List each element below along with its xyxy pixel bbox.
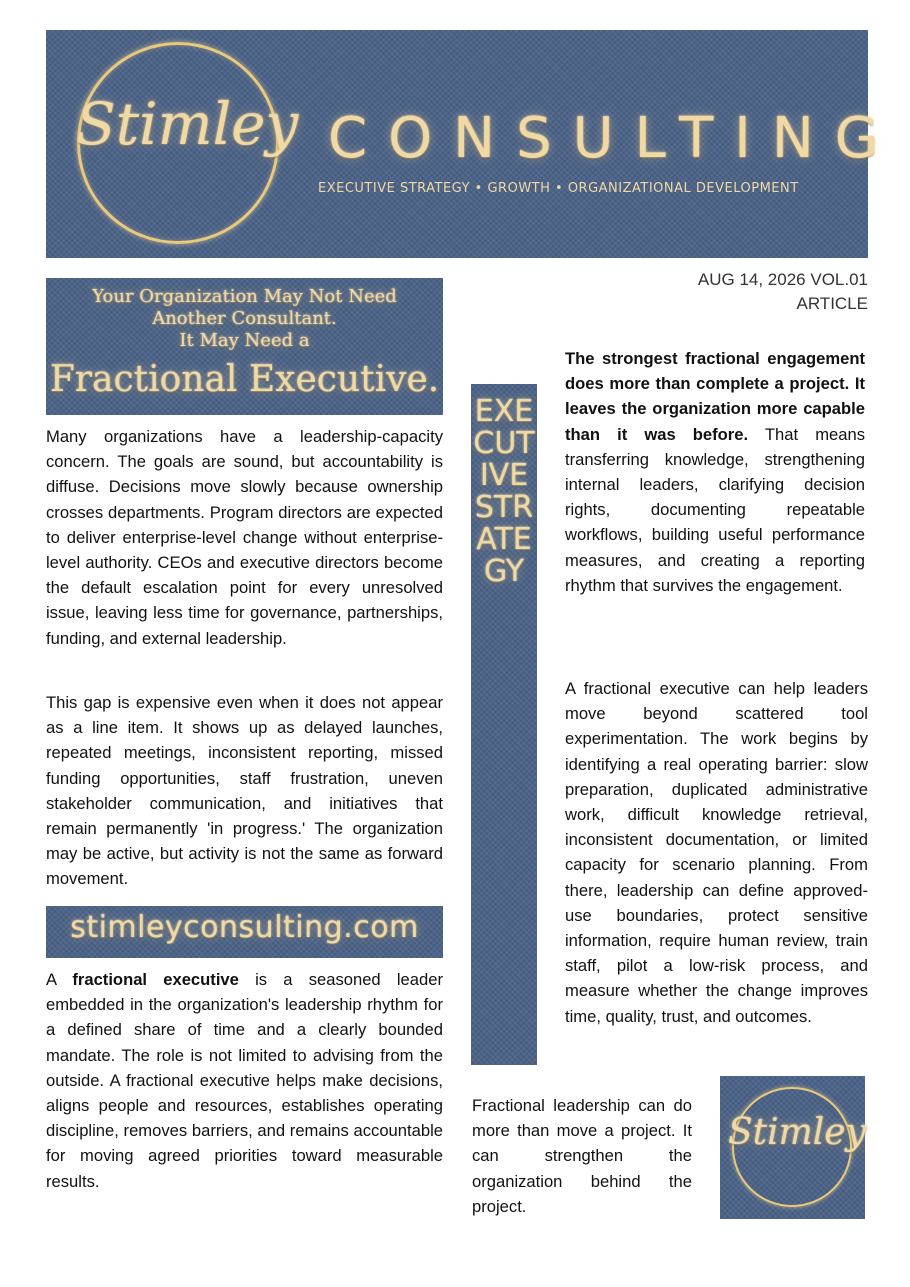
dateline: [698, 268, 868, 316]
left-paragraph-2: [46, 690, 443, 892]
paragraph: A fractional executive can help leaders move beyond scattered tool experimentation. The work begins by identifying a real operating barrier: slow preparation, duplicated administrative work, difficult knowledge retrieval, inconsistent documentation, or limited capacity for scenario planning. From there, leadership can define approved-use boundaries, protect sensitive information, require human review, train staff, pilot a low-risk process, and measure whether the change improves time, quality, trust, and outcomes.: [565, 679, 868, 1026]
paragraph: [46, 967, 443, 1194]
issue-date: AUG 14, 2026 VOL.01: [697, 270, 868, 289]
promo-line-3: It May Need a: [179, 330, 310, 351]
lead-statement: The strongest fractional engagement does more than complete a project. It leaves the organization more capable than it was before.: [565, 349, 865, 444]
promo-line-2: Another Consultant.: [152, 308, 337, 329]
closing-paragraph: [472, 1093, 692, 1219]
left-paragraph-3: [46, 967, 443, 1194]
text-run: is a seasoned leader embedded in the organization's leadership rhythm for a defined share of time and a clearly bounded mandate. The role is not limited to advising from the outside. A fractional executive helps make decisions, aligns people and resources, establishes operating discipline, removes barriers, and remains accountable for moving agreed priorities toward measurable results.: [46, 970, 443, 1191]
footer-logo: [720, 1076, 865, 1219]
vertical-label: EXECUTIVE STRATEGY: [473, 394, 535, 589]
brand-tagline: EXECUTIVE STRATEGY • GROWTH • ORGANIZATIONAL DEVELOPMENT: [318, 181, 799, 196]
text-run: A: [46, 970, 57, 989]
header-banner: [46, 30, 900, 258]
promo-headline: Fractional Executive.: [49, 359, 440, 400]
logo-script: Stimley: [728, 1112, 866, 1153]
paragraph: Fractional leadership can do more than move a project. It can strengthen the organization behind the project.: [472, 1096, 692, 1216]
article-type: ARTICLE: [796, 294, 868, 313]
text-run: That means transferring knowledge, strengthening internal leaders, clarifying decision rights, documenting repeatable workflows, building useful performance measures, and creating a reporting rhythm that survives the engagement.: [565, 424, 866, 595]
right-paragraph-2: [565, 676, 868, 1029]
right-paragraph-1: [565, 346, 865, 598]
brand-name: CONSULTING: [328, 106, 900, 171]
logo-script: Stimley: [76, 90, 299, 158]
website-banner: [46, 906, 443, 958]
website-url: stimleyconsulting.com: [70, 910, 419, 945]
promo-line-1: Your Organization May Not Need: [92, 286, 397, 307]
paragraph: This gap is expensive even when it does not appear as a line item. It shows up as delayed launches, repeated meetings, inconsistent reporting, missed funding opportunities, staff frustration, uneven stakeholder communication, and initiatives that remain permanently 'in progress.' The organization may be active, but activity is not the same as forward movement.: [46, 693, 443, 889]
vertical-label-banner: [471, 384, 537, 1065]
promo-banner: [46, 278, 443, 415]
paragraph: [565, 346, 865, 598]
promo-intro: [46, 286, 443, 352]
paragraph: Many organizations have a leadership-capacity concern. The goals are sound, but accountability is diffuse. Decisions move slowly because ownership crosses departments. Program directors are expected to deliver enterprise-level change without enterprise-level authority. CEOs and executive directors become the default escalation point for every unresolved issue, leaving less time for governance, partnerships, funding, and external leadership.: [46, 427, 443, 648]
left-paragraph-1: [46, 424, 443, 651]
bold-term: fractional executive: [72, 970, 239, 989]
